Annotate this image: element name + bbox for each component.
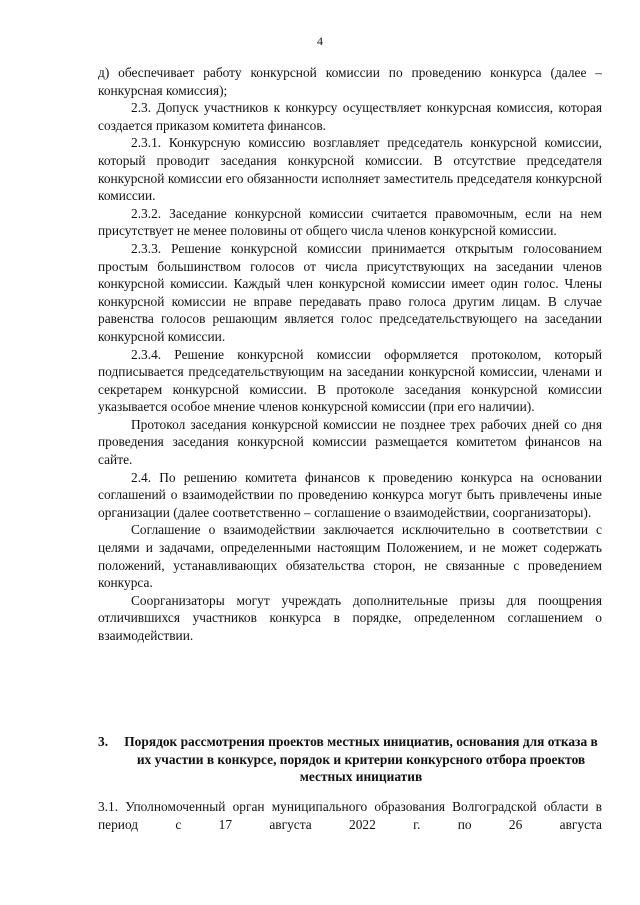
paragraph-3-1: 3.1. Уполномоченный орган муниципального образования Волгоградской области в период с 17 августа 2022 г. по 26 августа — [98, 799, 602, 832]
paragraph-2-3: 2.3. Допуск участников к конкурсу осуществляет конкурсная комиссия, которая создается приказом комитета финансов. — [98, 100, 602, 133]
section-heading — [98, 733, 602, 786]
paragraph-agreement: Соглашение о взаимодействии заключается исключительно в соответствии с целями и задачами, определенными настоящим Положением, и не может содержать положений, устанавливающих обязательства сторон, не связанные с проведением конкурса. — [98, 522, 602, 591]
paragraph-co-organizers: Соорганизаторы могут учреждать дополнительные призы для поощрения отличившихся участников конкурса в порядке, определенном соглашением о взаимодействии. — [98, 592, 602, 643]
section-number: 3. — [98, 734, 109, 749]
paragraph-2-3-2: 2.3.2. Заседание конкурсной комиссии считается правомочным, если на нем присутствует не менее половины от общего числа членов конкурсной комиссии. — [98, 205, 602, 239]
paragraph-protocol: Протокол заседания конкурсной комиссии не позднее трех рабочих дней со дня проведения заседания конкурсной комиссии размещается комитетом финансов на сайте. — [98, 416, 602, 468]
document-body — [98, 64, 602, 645]
paragraph-2-4: 2.4. По решению комитета финансов к проведению конкурса на основании соглашений о взаимодействии по проведению конкурса могут быть привлечены иные организации (далее соответственно – соглашение о взаимодействии, соорганизаторы). — [98, 469, 602, 520]
paragraph-2-3-3: 2.3.3. Решение конкурсной комиссии принимается открытым голосованием простым большинством голосов от числа присутствующих на заседании членов конкурсной комиссии. Каждый член конкурсной комиссии имеет один голос. Члены конкурсной комиссии не вправе передавать право голоса другим лицам. В случае равенства голосов решающим является голос председательствующего на заседании конкурсной комиссии. — [98, 240, 602, 344]
paragraph-2-3-1: 2.3.1. Конкурсную комиссию возглавляет председатель конкурсной комиссии, который проводит заседания конкурсной комиссии. В отсутствие председателя конкурсной комиссии его обязанности исполняет заместитель председателя конкурсной комиссии. — [98, 135, 602, 204]
section-title: Порядок рассмотрения проектов местных инициатив, основания для отказа в их участии в конкурсе, порядок и критерии конкурсного отбора проектов местных инициатив — [124, 734, 598, 785]
paragraph-d-commission-work: д) обеспечивает работу конкурсной комиссии по проведению конкурса (далее – конкурсная комиссия); — [98, 65, 602, 98]
page-number: 4 — [317, 34, 323, 48]
paragraph-2-3-4: 2.3.4. Решение конкурсной комиссии оформляется протоколом, который подписывается председательствующим на заседании конкурсной комиссии, членами и секретарем конкурсной комиссии. В протоколе заседания конкурсной комиссии указывается особое мнение членов конкурсной комиссии (при его наличии). — [98, 346, 602, 415]
